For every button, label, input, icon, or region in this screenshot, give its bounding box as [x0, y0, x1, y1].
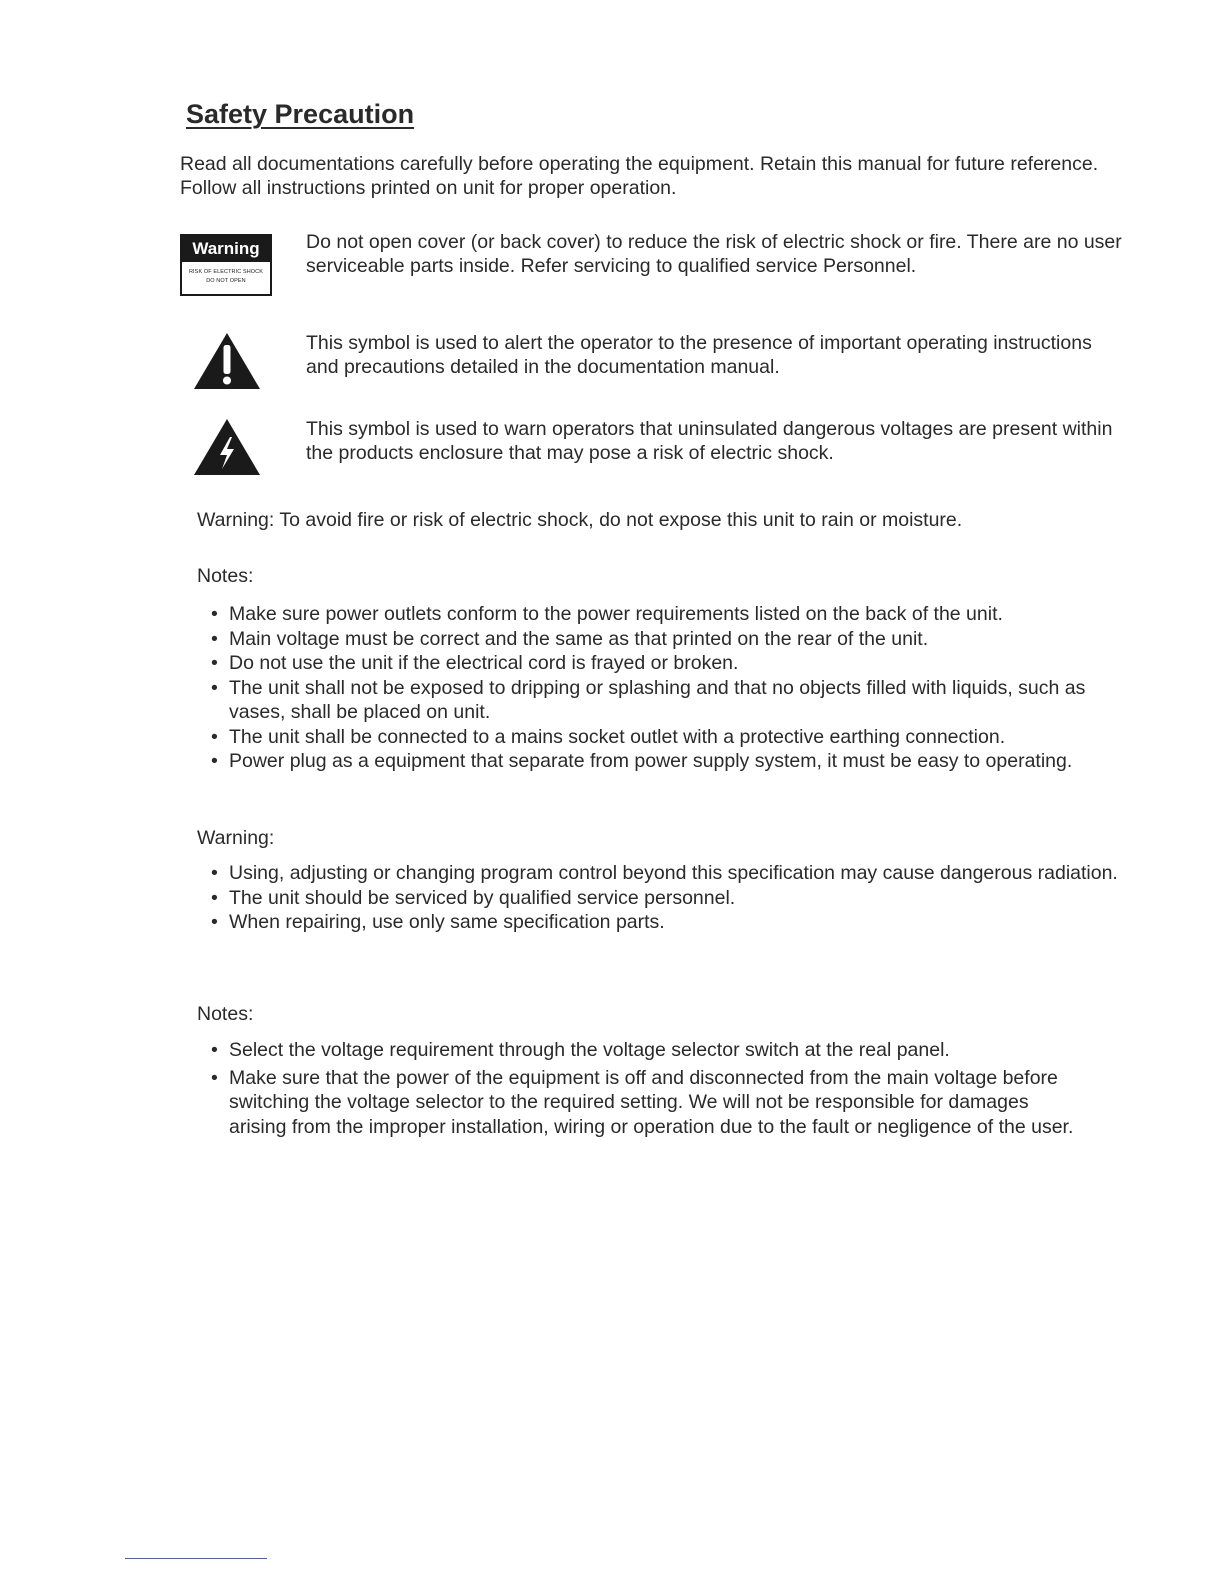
- bullet-icon: •: [211, 750, 218, 772]
- notes1-list: [211, 602, 1131, 774]
- notes2-list: [211, 1038, 1091, 1139]
- lightning-triangle-icon: [194, 419, 260, 477]
- bullet-icon: •: [211, 886, 218, 909]
- page-title: Safety Precaution: [186, 99, 415, 129]
- bullet-icon: •: [211, 1039, 218, 1061]
- bullet-icon: •: [211, 911, 218, 933]
- warning-label-icon: [180, 234, 272, 296]
- list-item: • Make sure power outlets conform to the power requirements listed on the back of the unit.: [211, 603, 1003, 625]
- warning2-heading: Warning:: [197, 827, 275, 849]
- list-item: • The unit shall be connected to a mains socket outlet with a protective earthing connection.: [211, 725, 1006, 748]
- list-item: • Do not use the unit if the electrical cord is frayed or broken.: [211, 652, 739, 674]
- warning-label-head: Warning: [182, 236, 270, 262]
- exclamation-text: This symbol is used to alert the operator to the presence of important operating instructions and precautions detailed in the documentation manual.: [306, 332, 1092, 378]
- bullet-icon: •: [211, 1066, 218, 1089]
- bullet-icon: •: [211, 725, 218, 748]
- bullet-icon: •: [211, 603, 218, 625]
- warning-line: Warning: To avoid fire or risk of electric shock, do not expose this unit to rain or moisture.: [197, 509, 963, 531]
- bullet-icon: •: [211, 627, 218, 650]
- lightning-text: This symbol is used to warn operators that uninsulated dangerous voltages are present within the products enclosure that may pose a risk of electric shock.: [306, 418, 1113, 464]
- warning-label-line2: DO NOT OPEN: [206, 278, 246, 284]
- list-item: • Power plug as a equipment that separate from power supply system, it must be easy to operating.: [211, 750, 1073, 772]
- bullet-icon: •: [211, 676, 218, 699]
- bullet-icon: •: [211, 862, 218, 884]
- notes2-heading: Notes:: [197, 1003, 254, 1025]
- list-item: • Make sure that the power of the equipment is off and disconnected from the main voltage before switching the voltage selector to the required setting. We will not be responsible for damages arising from the improper installation, wiring or operation due to the fault or negligence of the user.: [211, 1066, 1074, 1138]
- exclamation-triangle-icon: [194, 333, 260, 391]
- warning2-list: [211, 861, 1141, 935]
- intro-paragraph: Read all documentations carefully before operating the equipment. Retain this manual for future reference. Follow all instructions printed on unit for proper operation.: [180, 153, 1099, 199]
- list-item: • Select the voltage requirement through the voltage selector switch at the real panel.: [211, 1039, 950, 1061]
- warning-label-sub: [182, 262, 270, 286]
- list-item: • When repairing, use only same specification parts.: [211, 911, 665, 933]
- list-item: • Main voltage must be correct and the same as that printed on the rear of the unit.: [211, 627, 929, 650]
- notes1-heading: Notes:: [197, 565, 254, 587]
- list-item: • The unit should be serviced by qualified service personnel.: [211, 886, 736, 909]
- bullet-icon: •: [211, 652, 218, 674]
- warning-label-line1: RISK OF ELECTRIC SHOCK: [188, 269, 264, 275]
- footer-rule: [125, 1558, 267, 1559]
- list-item: • The unit shall not be exposed to dripping or splashing and that no objects filled with liquids, such as vases, shall be placed on unit.: [211, 676, 1086, 723]
- list-item: • Using, adjusting or changing program control beyond this specification may cause dangerous radiation.: [211, 862, 1118, 884]
- warning-label-text: Do not open cover (or back cover) to reduce the risk of electric shock or fire. There are no user serviceable parts inside. Refer servicing to qualified service Personnel.: [306, 231, 1122, 277]
